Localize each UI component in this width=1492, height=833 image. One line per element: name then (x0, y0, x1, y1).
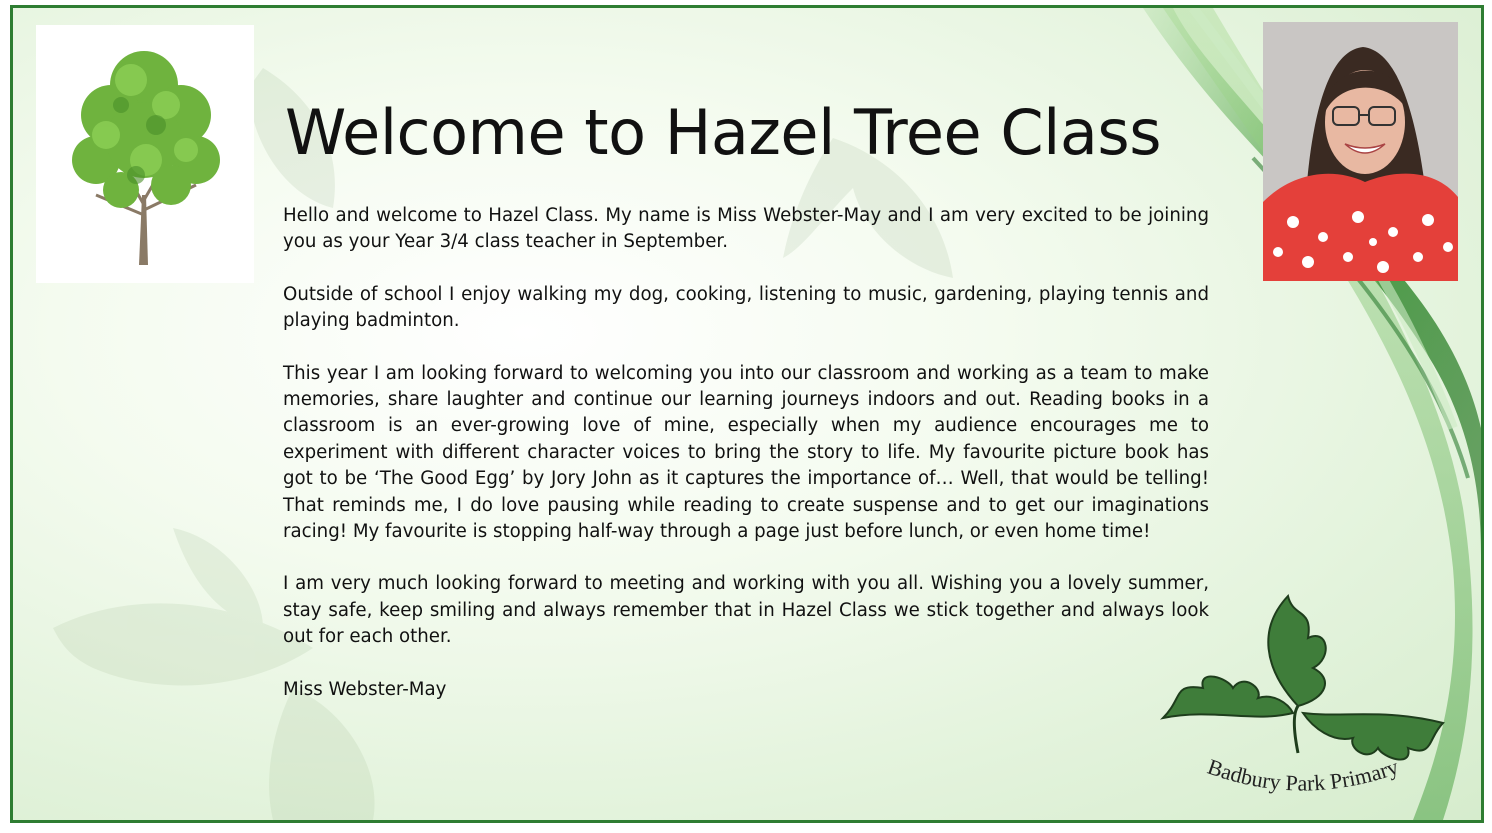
slide (10, 5, 1484, 823)
teacher-photo (1263, 22, 1458, 281)
svg-text:Badbury Park Primary (1205, 754, 1402, 796)
paragraph-hobbies: Outside of school I enjoy walking my dog, cooking, listening to music, gardening, playing tennis and playing badminton. (283, 283, 1209, 332)
signature: Miss Webster-May (283, 678, 447, 700)
tree-image (36, 25, 254, 283)
school-logo (1143, 588, 1463, 808)
welcome-letter (283, 203, 1209, 729)
page-title: Welcome to Hazel Tree Class (285, 96, 1161, 169)
teacher-portrait-icon (1263, 22, 1458, 281)
leaf-logo-icon (1143, 588, 1463, 808)
paragraph-closing: I am very much looking forward to meeting and working with you all. Wishing you a lovely summer, stay safe, keep smiling and always remember that in Hazel Class we stick together and always look out for each other. (283, 573, 1209, 648)
logo-text: Badbury Park Primary (1204, 753, 1402, 796)
tree-icon (36, 25, 254, 283)
paragraph-intro: Hello and welcome to Hazel Class. My name is Miss Webster-May and I am very excited to be joining you as your Year 3/4 class teacher in September. (283, 205, 1209, 253)
paragraph-classroom: This year I am looking forward to welcoming you into our classroom and working as a team to make memories, share laughter and continue our learning journeys indoors and out. Reading books in a classroom is an ever-growing love of mine, especially when my audience encourages me to experiment with different character voices to bring the story to life. My favourite picture book has got to be ‘The Good Egg’ by Jory John as it captures the importance of… Well, that would be telling! That reminds me, I do love pausing while reading to create suspense and to get our imaginations racing! My favourite is stopping half-way through a page just before lunch, or even home time! (283, 362, 1209, 543)
